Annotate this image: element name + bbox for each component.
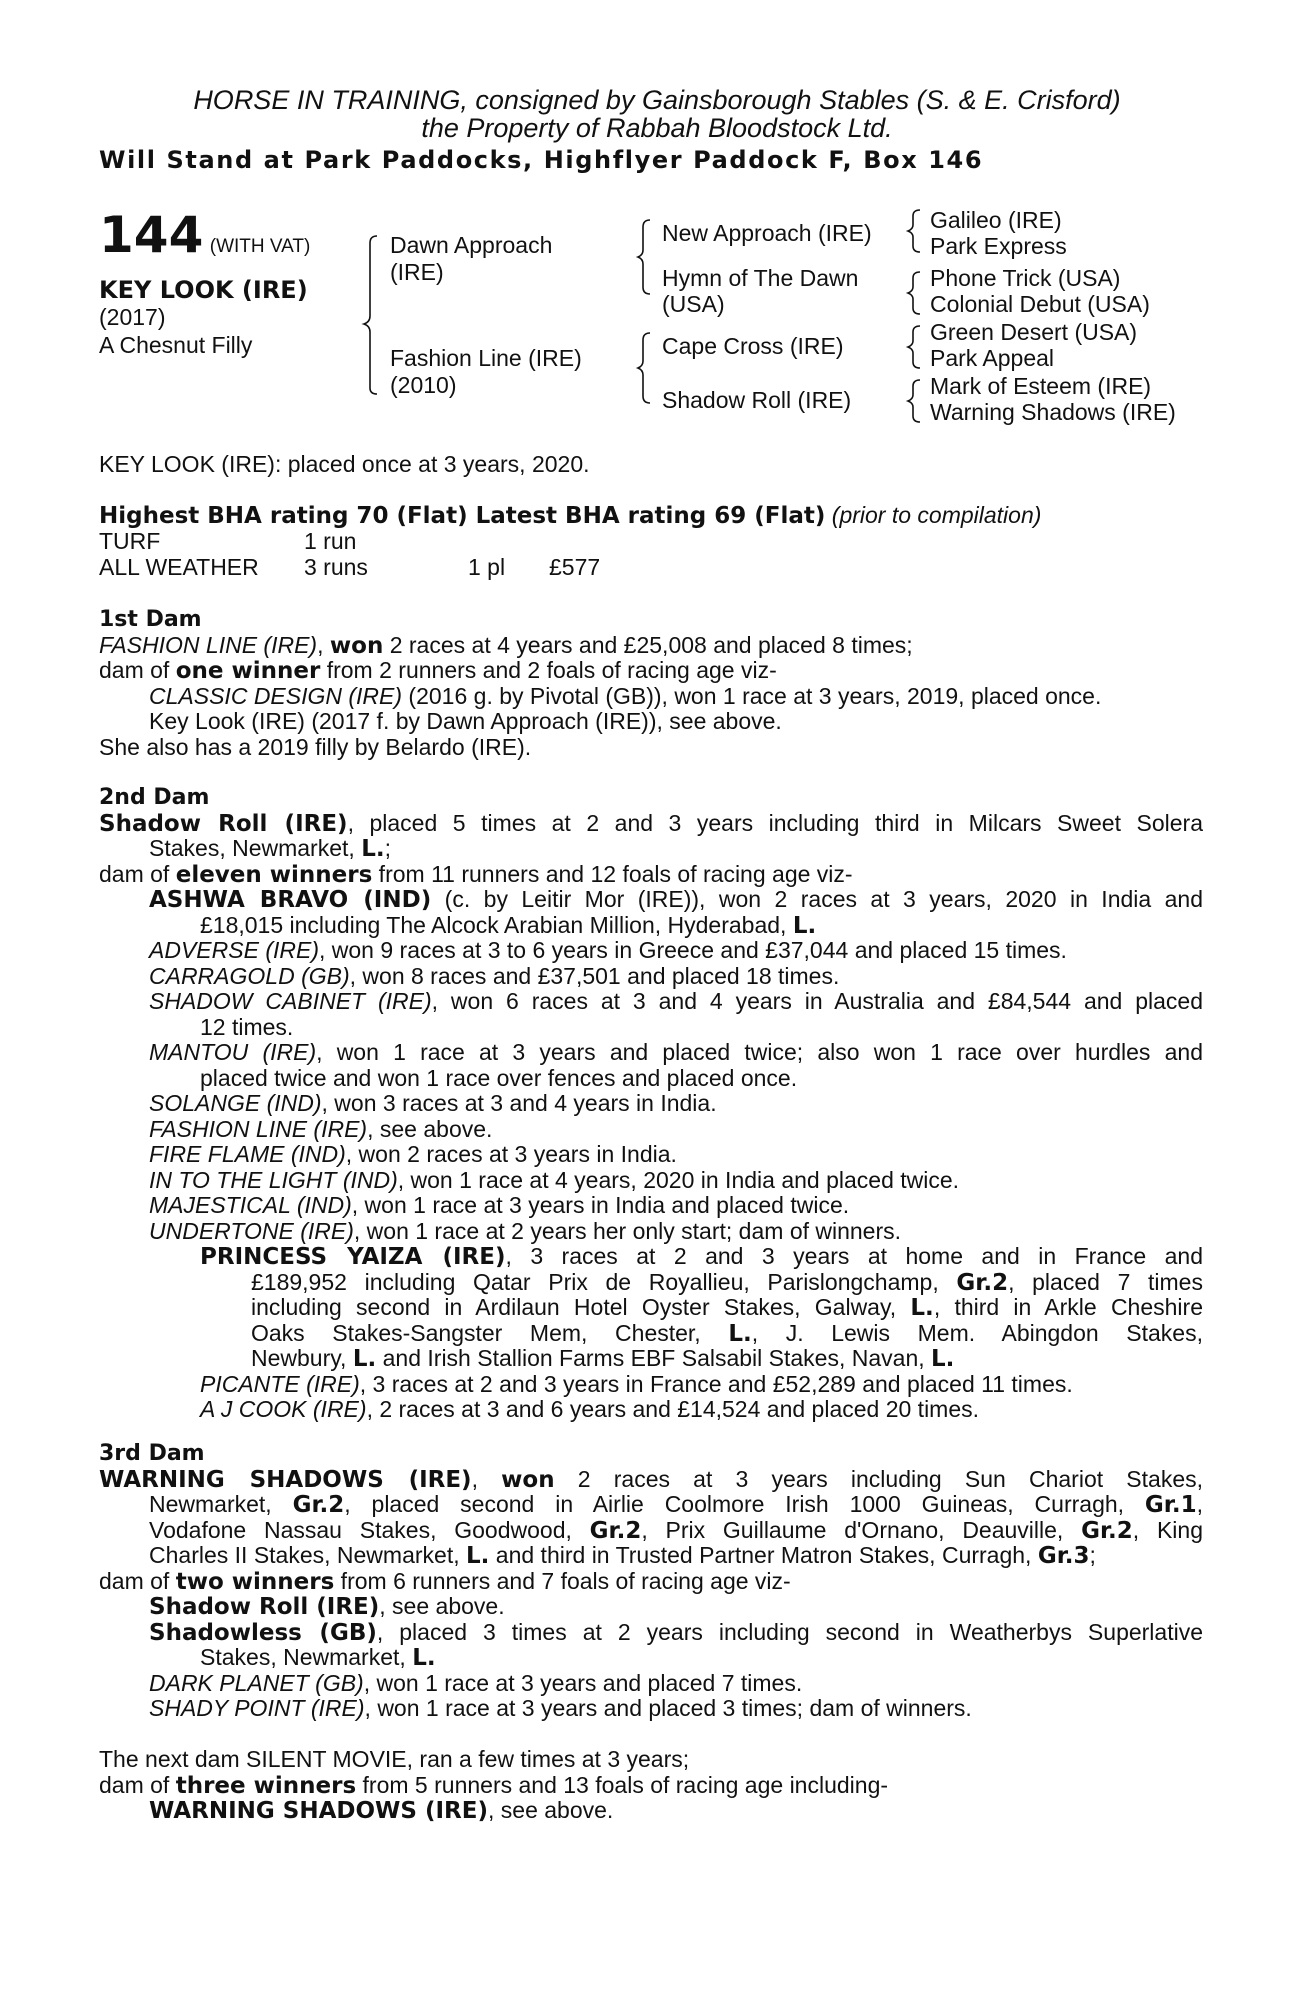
produce-undertone: UNDERTONE (IRE), won 1 race at 2 years her only start; dam of winners.: [149, 1217, 902, 1244]
first-dam-line: FASHION LINE (IRE), won 2 races at 4 years and £25,008 and placed 8 times;: [99, 631, 913, 659]
grandproduce-princess-yaiza-cont-4: Newbury, L. and Irish Stallion Farms EBF Salsabil Stakes, Navan, L.: [251, 1345, 955, 1372]
second-dam-section: [99, 785, 1203, 1423]
grandproduce-princess-yaiza: PRINCESS YAIZA (IRE), 3 races at 2 and 3 years at home and in France and: [200, 1244, 1203, 1270]
bracket-main: [364, 236, 377, 394]
produce-ashwa-bravo-cont: £18,015 including The Alcock Arabian Million, Hyderabad, L.: [200, 911, 817, 939]
bracket-g1: [908, 210, 920, 252]
dam-sire: Cape Cross (IRE): [662, 333, 844, 359]
third-dam-heading: 3rd Dam: [99, 1441, 205, 1466]
next-dam-section: [99, 1747, 1203, 1824]
bracket-g4: [908, 380, 920, 422]
produce-solange: SOLANGE (IND), won 3 races at 3 and 4 years in India.: [149, 1090, 717, 1116]
produce-shadowless-cont: Stakes, Newmarket, L.: [200, 1644, 436, 1671]
grandparent-4: Colonial Debut (USA): [930, 291, 1150, 317]
grandproduce-a-j-cook: A J COOK (IRE), 2 races at 3 and 6 years and £14,524 and placed 20 times.: [200, 1396, 980, 1422]
grandproduce-princess-yaiza-cont-2: including second in Ardilaun Hotel Oyster Stakes, Galway, L., third in Arkle Cheshire: [251, 1295, 1203, 1321]
horse-name: KEY LOOK (IRE): [99, 276, 308, 304]
produce-in-to-the-light: IN TO THE LIGHT (IND), won 1 race at 4 years, 2020 in India and placed twice.: [149, 1166, 960, 1193]
third-dam-produce-summary: dam of two winners from 6 runners and 7 foals of racing age viz-: [99, 1567, 791, 1595]
aw-runs: 3 runs: [304, 554, 368, 580]
produce-dark-planet: DARK PLANET (GB), won 1 race at 3 years and placed 7 times.: [149, 1669, 803, 1696]
dam-line-1: Fashion Line (IRE): [390, 345, 582, 371]
bha-ratings: [99, 503, 1041, 530]
first-dam-section: [99, 607, 1203, 760]
third-dam-line-cont-1: Newmarket, Gr.2, placed second in Airlie Coolmore Irish 1000 Guineas, Curragh, Gr.1,: [149, 1492, 1203, 1518]
first-dam-produce-summary: dam of one winner from 2 runners and 2 foals of racing age viz-: [99, 657, 777, 684]
produce-adverse: ADVERSE (IRE), won 9 races at 3 to 6 years in Greece and £37,044 and placed 15 times.: [149, 937, 1067, 963]
sire-line-1: Dawn Approach: [390, 232, 553, 258]
owner-line: the Property of Rabbah Bloodstock Ltd.: [421, 113, 893, 143]
bracket-dam: [638, 333, 650, 403]
produce-majestical: MAJESTICAL (IND), won 1 race at 3 years in India and placed twice.: [149, 1192, 850, 1218]
produce-key-look: Key Look (IRE) (2017 f. by Dawn Approach (IRE)), see above.: [149, 708, 782, 734]
sire-line-2: (IRE): [390, 259, 444, 285]
produce-note: She also has a 2019 filly by Belardo (IRE).: [99, 733, 532, 760]
next-dam-produce-summary: dam of three winners from 5 runners and 13 foals of racing age including-: [99, 1771, 889, 1799]
third-dam-line: WARNING SHADOWS (IRE), won 2 races at 3 years including Sun Chariot Stakes,: [99, 1466, 1203, 1492]
produce-warning-shadows: WARNING SHADOWS (IRE), see above.: [149, 1797, 614, 1824]
next-dam-line: The next dam SILENT MOVIE, ran a few times at 3 years;: [99, 1746, 690, 1772]
bracket-sire: [638, 220, 650, 294]
produce-fashion-line: FASHION LINE (IRE), see above.: [149, 1115, 493, 1142]
bha-ratings-bold: Highest BHA rating 70 (Flat) Latest BHA rating 69 (Flat): [99, 503, 826, 529]
grandparent-5: Green Desert (USA): [930, 319, 1138, 345]
turf-runs: 1 run: [304, 528, 357, 554]
stabling-line: Will Stand at Park Paddocks, Highflyer Paddock F, Box 146: [99, 146, 984, 174]
bha-ratings-note: (prior to compilation): [831, 502, 1042, 528]
second-dam-line-cont: Stakes, Newmarket, L.;: [149, 835, 391, 862]
vat-note: (WITH VAT): [209, 236, 311, 257]
grandparent-6: Park Appeal: [930, 345, 1055, 371]
bracket-g3: [908, 326, 920, 368]
produce-shady-point: SHADY POINT (IRE), won 1 race at 3 years and placed 3 times; dam of winners.: [149, 1695, 972, 1721]
third-dam-section: [99, 1441, 1203, 1722]
grandparent-1: Galileo (IRE): [930, 207, 1062, 233]
produce-classic-design: CLASSIC DESIGN (IRE) (2016 g. by Pivotal (GB)), won 1 race at 3 years, 2019, placed once.: [149, 682, 1102, 709]
grandparent-8: Warning Shadows (IRE): [930, 399, 1176, 425]
produce-shadow-roll: Shadow Roll (IRE), see above.: [149, 1593, 505, 1620]
dam-line-2: (2010): [390, 372, 457, 398]
third-dam-line-cont-2: Vodafone Nassau Stakes, Goodwood, Gr.2, Prix Guillaume d'Ornano, Deauville, Gr.2, King: [149, 1517, 1203, 1543]
first-dam-heading: 1st Dam: [99, 607, 202, 632]
horse-year: (2017): [99, 304, 166, 330]
sire-dam-line-2: (USA): [662, 291, 725, 317]
produce-shadowless: Shadowless (GB), placed 3 times at 2 years including second in Weatherbys Superlative: [149, 1619, 1203, 1645]
horse-description: A Chesnut Filly: [99, 332, 253, 358]
produce-mantou: MANTOU (IRE), won 1 race at 3 years and placed twice; also won 1 race over hurdles and: [149, 1040, 1203, 1065]
turf-label: TURF: [99, 528, 161, 554]
grandproduce-princess-yaiza-cont-3: Oaks Stakes-Sangster Mem, Chester, L., J. Lewis Mem. Abingdon Stakes,: [251, 1320, 1203, 1346]
lot-number: 144: [99, 206, 204, 264]
grandparent-7: Mark of Esteem (IRE): [930, 373, 1152, 399]
produce-fire-flame: FIRE FLAME (IND), won 2 races at 3 years in India.: [149, 1141, 677, 1167]
sire-sire: New Approach (IRE): [662, 220, 872, 246]
second-dam-produce-summary: dam of eleven winners from 11 runners and 12 foals of racing age viz-: [99, 860, 853, 888]
bracket-g2: [908, 272, 920, 314]
produce-shadow-cabinet-cont: 12 times.: [200, 1013, 294, 1040]
aw-prize: £577: [549, 554, 601, 580]
produce-ashwa-bravo: ASHWA BRAVO (IND) (c. by Leitir Mor (IRE)), won 2 races at 3 years, 2020 in India and: [149, 887, 1203, 913]
sire-dam-line-1: Hymn of The Dawn: [662, 265, 859, 291]
grandparent-3: Phone Trick (USA): [930, 265, 1121, 291]
consignor-line: HORSE IN TRAINING, consigned by Gainsborough Stables (S. & E. Crisford): [193, 85, 1121, 115]
dam-dam: Shadow Roll (IRE): [662, 387, 852, 413]
grandparent-2: Park Express: [930, 233, 1067, 259]
produce-carragold: CARRAGOLD (GB), won 8 races and £37,501 and placed 18 times.: [149, 962, 840, 989]
race-summary: KEY LOOK (IRE): placed once at 3 years, 2020.: [99, 451, 590, 477]
aw-label: ALL WEATHER: [99, 554, 259, 580]
second-dam-heading: 2nd Dam: [99, 785, 210, 810]
second-dam-line: Shadow Roll (IRE), placed 5 times at 2 and 3 years including third in Milcars Sweet Solera: [99, 810, 1203, 836]
grandproduce-princess-yaiza-cont-1: £189,952 including Qatar Prix de Royallieu, Parislongchamp, Gr.2, placed 7 times: [251, 1269, 1203, 1295]
grandproduce-picante: PICANTE (IRE), 3 races at 2 and 3 years in France and £52,289 and placed 11 times.: [200, 1370, 1073, 1397]
third-dam-line-cont-3: Charles II Stakes, Newmarket, L. and third in Trusted Partner Matron Stakes, Curragh, Gr.3;: [149, 1542, 1096, 1569]
produce-shadow-cabinet: SHADOW CABINET (IRE), won 6 races at 3 and 4 years in Australia and £84,544 and placed: [149, 989, 1203, 1014]
aw-placed: 1 pl: [468, 554, 506, 580]
produce-mantou-cont: placed twice and won 1 race over fences and placed once.: [200, 1064, 798, 1091]
